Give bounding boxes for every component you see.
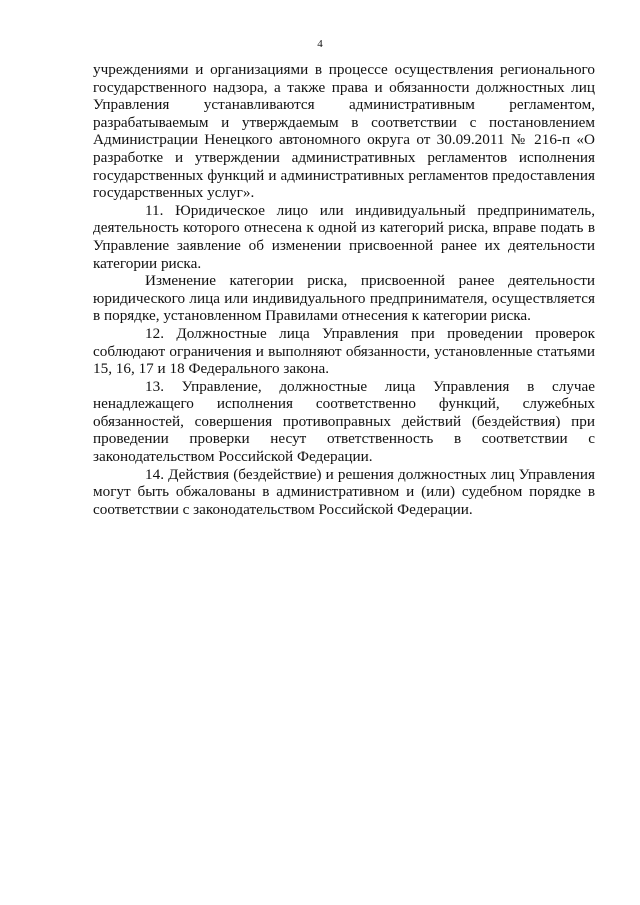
paragraph-risk-change: Изменение категории риска, присвоенной ранее деятельности юридического лица или индивидуального предпринимателя, осуществляется в порядке, установленном Правилами отнесения к категории риска. [93, 272, 595, 325]
paragraph-continuation: учреждениями и организациями в процессе осуществления регионального государственного надзора, а также права и обязанности должностных лиц Управления устанавливаются административным регламентом, разрабатываемым и утверждаемым в соответствии с постановлением Администрации Ненецкого автономного округа от 30.09.2011 № 216-п «О разработке и утверждении административных регламентов исполнения государственных функций и административных регламентов предоставления государственных услуг». [93, 61, 595, 202]
paragraph-item-12: 12. Должностные лица Управления при проведении проверок соблюдают ограничения и выполняют обязанности, установленные статьями 15, 16, 17 и 18 Федерального закона. [93, 324, 595, 378]
paragraph-item-11: 11. Юридическое лицо или индивидуальный предприниматель, деятельность которого отнесена к одной из категорий риска, вправе подать в Управление заявление об изменении присвоенной ранее их деятельности категории риска. [93, 201, 595, 272]
paragraph-item-13: 13. Управление, должностные лица Управления в случае ненадлежащего исполнения соответственно функций, служебных обязанностей, совершения противоправных действий (бездействия) при проведении проверки несут ответственность в соответствии с законодательством Российской Федерации. [93, 377, 595, 466]
page-number: 4 [317, 38, 323, 50]
paragraph-item-14: 14. Действия (бездействие) и решения должностных лиц Управления могут быть обжалованы в административном и (или) судебном порядке в соответствии с законодательством Российской Федерации. [93, 465, 595, 518]
document-body [93, 61, 595, 518]
